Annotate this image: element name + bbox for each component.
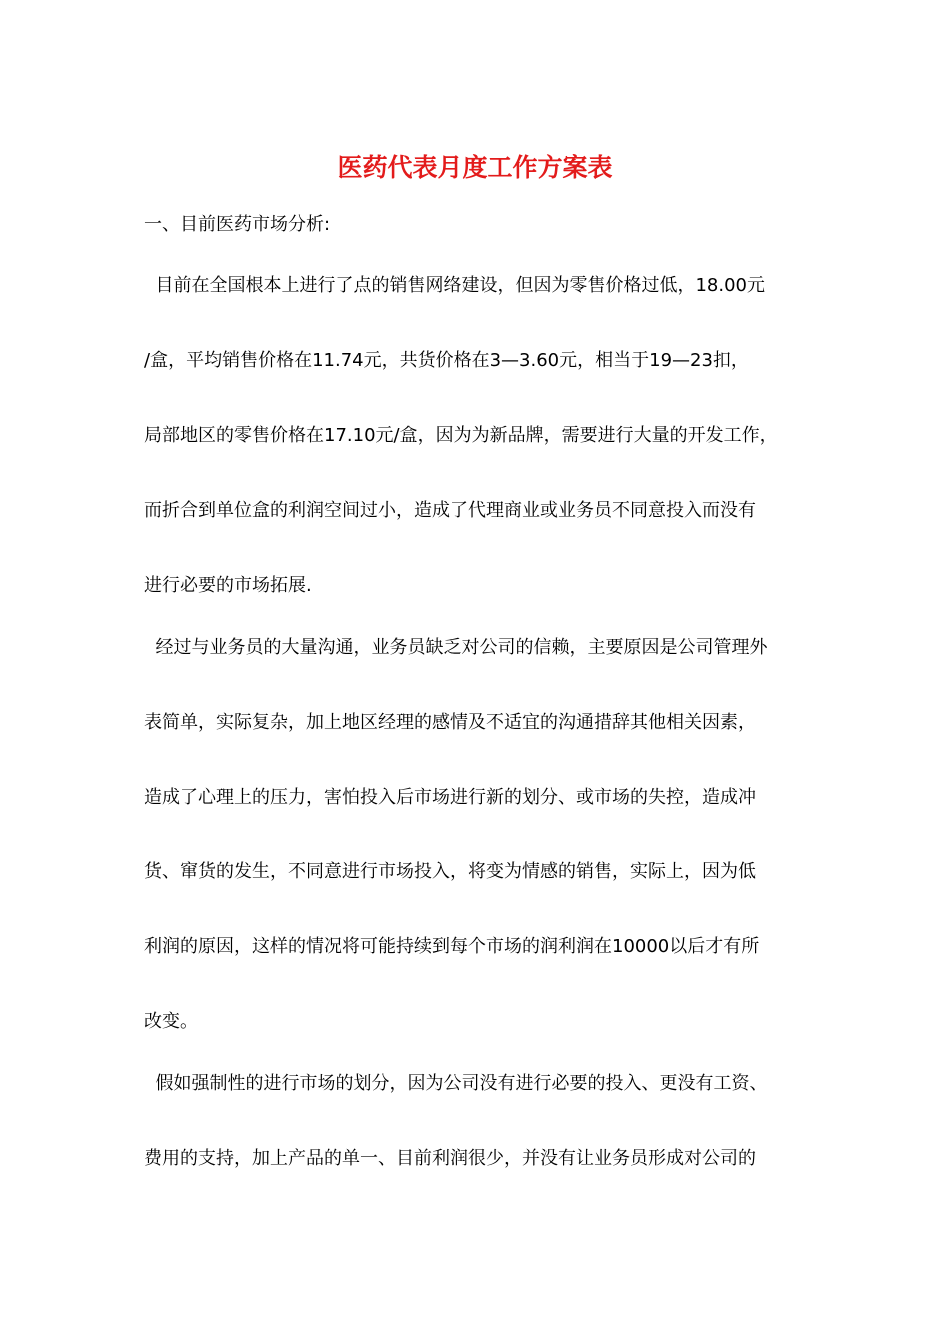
paragraph-line: 而折合到单位盒的利润空间过小，造成了代理商业或业务员不同意投入而没有 [144,500,756,521]
paragraph-line: 表简单，实际复杂，加上地区经理的感情及不适宜的沟通措辞其他相关因素， [144,712,756,733]
section-heading: 一、目前医药市场分析: [144,214,331,235]
paragraph-line: 利润的原因，这样的情况将可能持续到每个市场的润利润在10000以后才有所 [144,936,760,957]
paragraph-line: 经过与业务员的大量沟通，业务员缺乏对公司的信赖，主要原因是公司管理外 [144,637,768,658]
paragraph-line: 改变。 [144,1011,198,1032]
document-title: 医药代表月度工作方案表 [337,153,613,182]
paragraph-line: 费用的支持，加上产品的单一、目前利润很少，并没有让业务员形成对公司的 [144,1148,756,1169]
paragraph-line: /盒，平均销售价格在11.74元，共货价格在3—3.60元，相当于19—23扣， [144,350,749,371]
paragraph-line: 货、窜货的发生，不同意进行市场投入，将变为情感的销售，实际上，因为低 [144,861,756,882]
paragraph-line: 目前在全国根本上进行了点的销售网络建设，但因为零售价格过低，18.00元 [144,275,765,296]
paragraph-line: 局部地区的零售价格在17.10元/盒，因为为新品牌，需要进行大量的开发工作， [144,425,778,446]
paragraph-line: 进行必要的市场拓展. [144,575,312,596]
paragraph-line: 假如强制性的进行市场的划分，因为公司没有进行必要的投入、更没有工资、 [144,1073,768,1094]
paragraph-line: 造成了心理上的压力，害怕投入后市场进行新的划分、或市场的失控，造成冲 [144,787,756,808]
